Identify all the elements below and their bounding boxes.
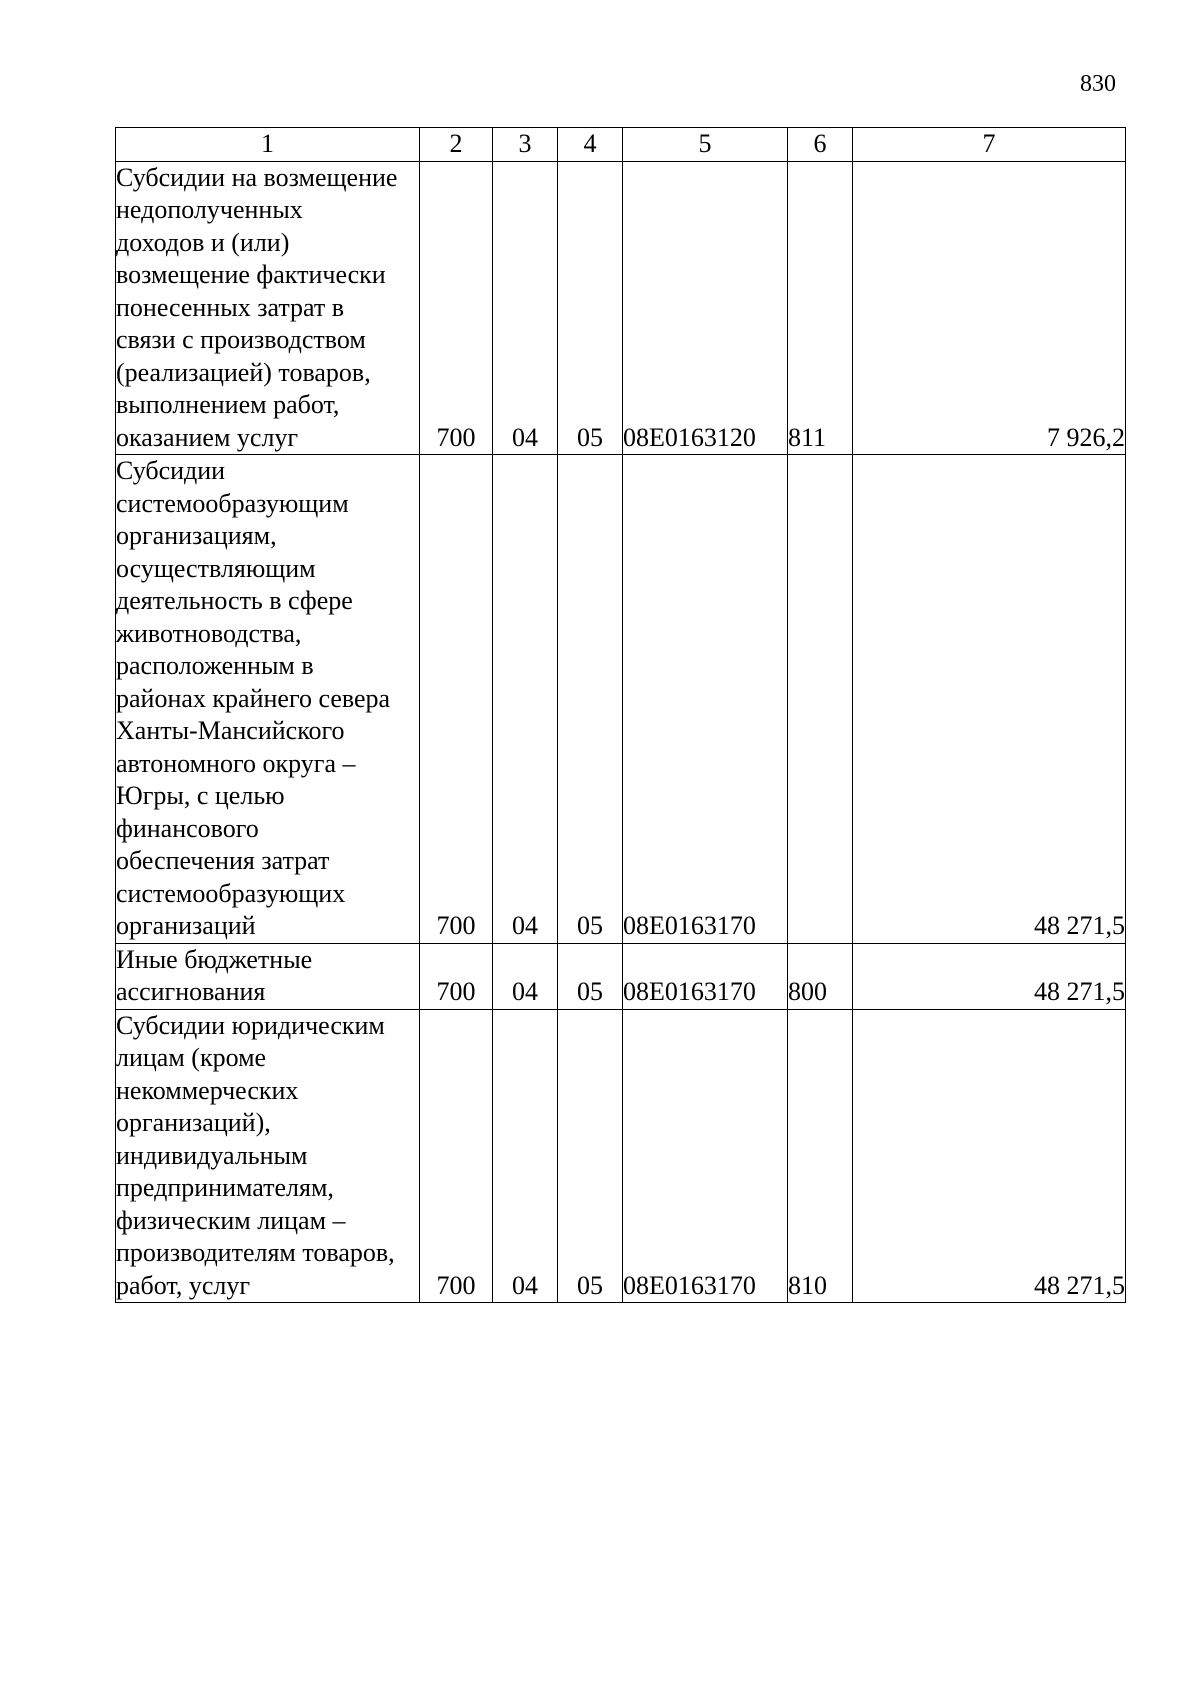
row-name-cell xyxy=(116,943,420,1009)
ved-cell: 700 xyxy=(420,943,493,1009)
ved-cell: 700 xyxy=(420,1009,493,1303)
sum-cell: 7 926,2 xyxy=(853,161,1126,455)
ved-cell: 700 xyxy=(420,161,493,455)
pr-cell: 05 xyxy=(558,161,623,455)
row-name-cell xyxy=(116,455,420,944)
rz-cell: 04 xyxy=(493,161,558,455)
sum-cell: 48 271,5 xyxy=(853,943,1126,1009)
header-cell-1: 1 xyxy=(116,128,420,162)
vr-cell: 800 xyxy=(788,943,853,1009)
rz-cell: 04 xyxy=(493,943,558,1009)
header-cell-5: 5 xyxy=(623,128,788,162)
pr-cell: 05 xyxy=(558,455,623,944)
header-cell-3: 3 xyxy=(493,128,558,162)
page-number: 830 xyxy=(1080,71,1116,97)
budget-table xyxy=(115,127,1126,1303)
table-row xyxy=(116,455,1126,944)
row-name: Субсидии на возмещение недополученных доходов и (или) возмещение фактически понесенных затрат в связи с производством (реализацией) товаров, выполнением работ, оказанием услуг xyxy=(116,162,398,452)
row-name: Субсидии юридическим лицам (кроме некоммерческих организаций), индивидуальным предпринимателям, физическим лицам – производителям товаров, работ, услуг xyxy=(116,1010,395,1300)
sum-cell: 48 271,5 xyxy=(853,455,1126,944)
csr-cell: 08Е0163120 xyxy=(623,161,788,455)
header-cell-6: 6 xyxy=(788,128,853,162)
rz-cell: 04 xyxy=(493,1009,558,1303)
pr-cell: 05 xyxy=(558,1009,623,1303)
header-cell-7: 7 xyxy=(853,128,1126,162)
csr-cell: 08Е0163170 xyxy=(623,455,788,944)
rz-cell: 04 xyxy=(493,455,558,944)
row-name: Субсидии системообразующим организациям, осуществляющим деятельность в сфере животноводства, расположенным в районах крайнего севера Ханты-Мансийского автономного округа – Югры, с целью финансового обеспечения затрат системообразующих организаций xyxy=(116,456,391,940)
row-name: Иные бюджетные ассигнования xyxy=(116,944,313,1006)
sum-cell: 48 271,5 xyxy=(853,1009,1126,1303)
vr-cell xyxy=(788,455,853,944)
vr-cell: 811 xyxy=(788,161,853,455)
ved-cell: 700 xyxy=(420,455,493,944)
csr-cell: 08Е0163170 xyxy=(623,1009,788,1303)
header-row xyxy=(116,128,1126,162)
table-row xyxy=(116,943,1126,1009)
table-row xyxy=(116,1009,1126,1303)
row-name-cell xyxy=(116,1009,420,1303)
header-cell-2: 2 xyxy=(420,128,493,162)
table-row xyxy=(116,161,1126,455)
vr-cell: 810 xyxy=(788,1009,853,1303)
pr-cell: 05 xyxy=(558,943,623,1009)
row-name-cell xyxy=(116,161,420,455)
csr-cell: 08Е0163170 xyxy=(623,943,788,1009)
header-cell-4: 4 xyxy=(558,128,623,162)
